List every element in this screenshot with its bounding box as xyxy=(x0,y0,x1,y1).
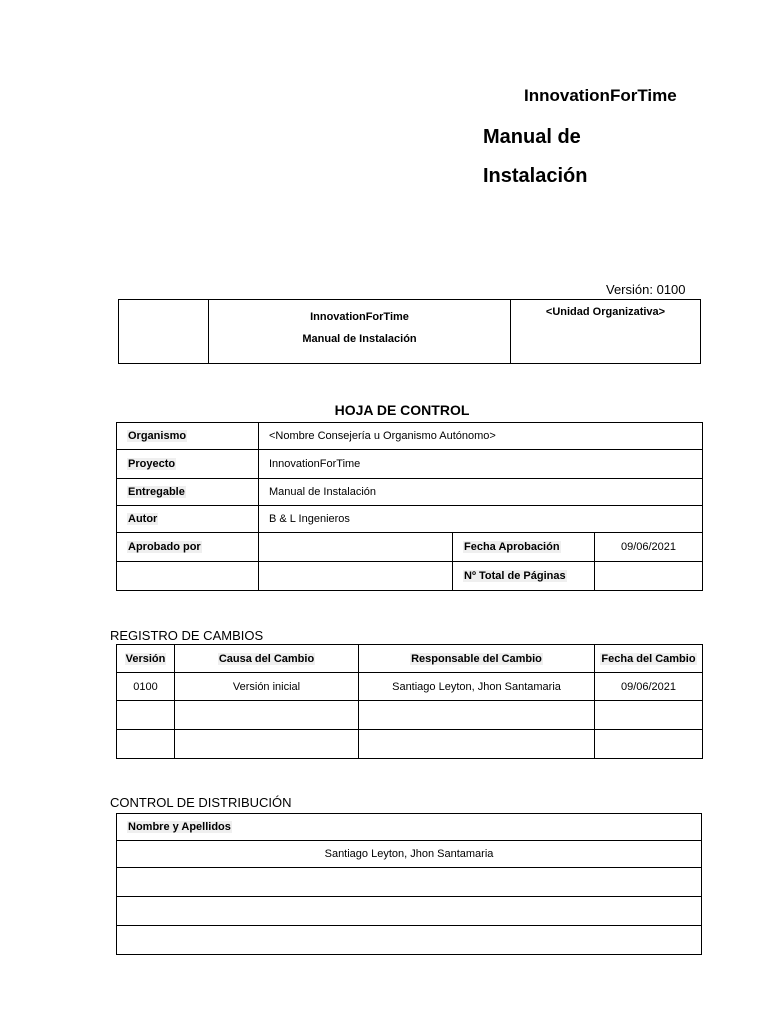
total-paginas-value xyxy=(595,562,703,591)
table-row xyxy=(117,673,703,701)
empty-cell xyxy=(359,730,595,759)
distribution-table xyxy=(116,813,702,955)
empty-cell xyxy=(259,562,453,591)
empty-cell xyxy=(117,562,259,591)
distribution-title: CONTROL DE DISTRIBUCIÓN xyxy=(110,795,292,810)
fecha-aprobacion-label-cell xyxy=(453,533,595,562)
control-table xyxy=(116,422,703,591)
empty-cell xyxy=(595,730,703,759)
distribution-name: Santiago Leyton, Jhon Santamaria xyxy=(117,841,702,868)
organismo-label: Organismo xyxy=(128,430,187,442)
autor-label-cell xyxy=(117,506,259,533)
table-row xyxy=(117,868,702,897)
empty-cell xyxy=(595,701,703,730)
empty-cell xyxy=(175,701,359,730)
changes-header-version xyxy=(117,645,175,673)
version-label: Versión: 0100 xyxy=(606,282,686,297)
header-table xyxy=(118,299,701,364)
empty-cell xyxy=(359,701,595,730)
distribution-header: Nombre y Apellidos xyxy=(128,821,231,833)
total-paginas-label-cell xyxy=(453,562,595,591)
table-row xyxy=(117,730,703,759)
change-version: 0100 xyxy=(117,673,175,701)
header-project-cell xyxy=(209,300,511,364)
changes-header-responsible xyxy=(359,645,595,673)
document-title-line-2: Instalación xyxy=(483,165,588,187)
fecha-aprobacion-value: 09/06/2021 xyxy=(595,533,703,562)
empty-cell xyxy=(175,730,359,759)
proyecto-label: Proyecto xyxy=(128,458,176,470)
change-responsible: Santiago Leyton, Jhon Santamaria xyxy=(359,673,595,701)
aprobado-label: Aprobado por xyxy=(128,541,201,553)
empty-cell xyxy=(117,897,702,926)
changes-header-responsible-text: Responsable del Cambio xyxy=(411,652,542,665)
entregable-value: Manual de Instalación xyxy=(259,479,703,506)
fecha-aprobacion-label: Fecha Aprobación xyxy=(464,541,560,553)
autor-value: B & L Ingenieros xyxy=(259,506,703,533)
proyecto-label-cell xyxy=(117,450,259,479)
aprobado-value xyxy=(259,533,453,562)
header-project-name: InnovationForTime xyxy=(310,311,409,323)
change-cause: Versión inicial xyxy=(175,673,359,701)
proyecto-value: InnovationForTime xyxy=(259,450,703,479)
entregable-label: Entregable xyxy=(128,486,185,498)
distribution-header-cell xyxy=(117,814,702,841)
aprobado-label-cell xyxy=(117,533,259,562)
autor-label: Autor xyxy=(128,513,158,525)
empty-cell xyxy=(117,730,175,759)
changes-title: REGISTRO DE CAMBIOS xyxy=(110,628,264,643)
control-sheet-title: HOJA DE CONTROL xyxy=(334,402,470,418)
entregable-label-cell xyxy=(117,479,259,506)
document-title-line-1: Manual de xyxy=(483,126,581,148)
empty-cell xyxy=(117,701,175,730)
table-row xyxy=(117,897,702,926)
table-row xyxy=(117,841,702,868)
changes-header-cause-text: Causa del Cambio xyxy=(218,652,315,665)
header-unit-cell: <Unidad Organizativa> xyxy=(511,300,701,364)
document-title xyxy=(483,118,587,196)
organismo-value: <Nombre Consejería u Organismo Autónomo> xyxy=(259,423,703,450)
organismo-label-cell xyxy=(117,423,259,450)
table-row xyxy=(117,926,702,955)
logo-cell xyxy=(119,300,209,364)
empty-cell xyxy=(117,868,702,897)
total-paginas-label: Nº Total de Páginas xyxy=(464,570,566,582)
change-date: 09/06/2021 xyxy=(595,673,703,701)
changes-header-date xyxy=(595,645,703,673)
company-name: InnovationForTime xyxy=(524,86,677,105)
table-row xyxy=(117,701,703,730)
changes-header-cause xyxy=(175,645,359,673)
header-document-name: Manual de Instalación xyxy=(302,333,417,345)
changes-header-date-text: Fecha del Cambio xyxy=(601,652,696,665)
empty-cell xyxy=(117,926,702,955)
changes-header-version-text: Versión xyxy=(125,652,166,665)
changes-table xyxy=(116,644,703,759)
